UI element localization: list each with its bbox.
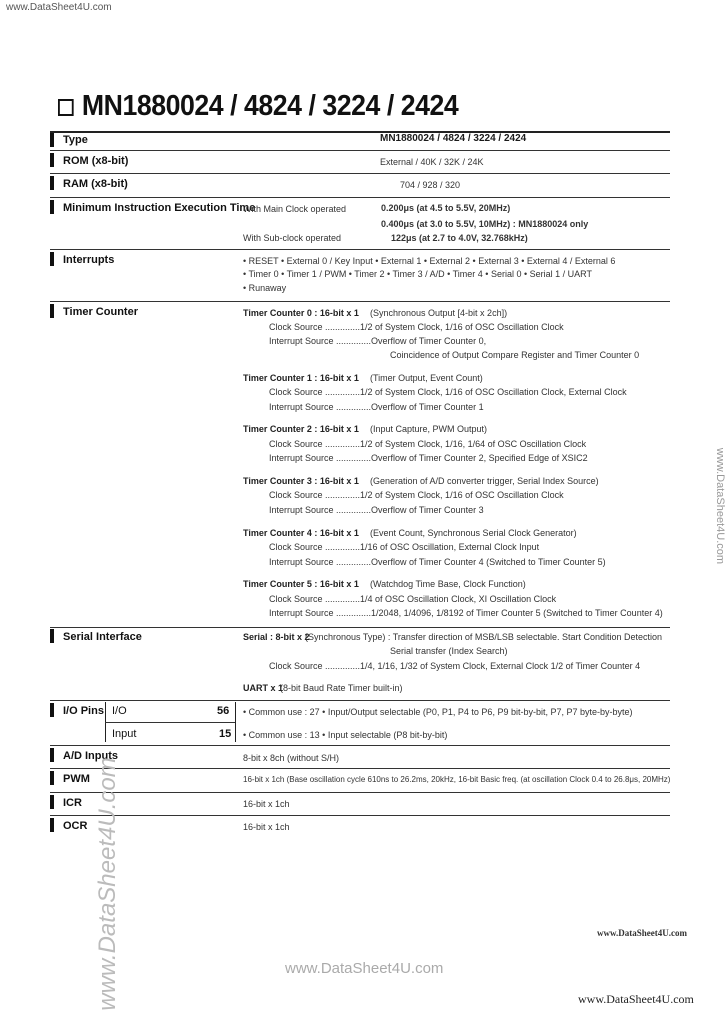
row-rule xyxy=(50,792,670,793)
io-desc: • Common use : 27 • Input/Output selectable (P0, P1, P4 to P6, P9 bit-by-bit, P7, P7 byte-by-byte) xyxy=(243,707,633,717)
rom-label: ROM (x8-bit) xyxy=(63,155,129,167)
tc0-desc: (Synchronous Output [4-bit x 2ch]) xyxy=(370,308,508,318)
page-title xyxy=(58,90,458,123)
tc2-clock-source: Clock Source ..............1/2 of System Clock, 1/16, 1/64 of OSC Oscillation Clock xyxy=(269,439,587,449)
input-count: 15 xyxy=(219,728,232,740)
watermark-top[interactable]: www.DataSheet4U.com xyxy=(6,2,112,13)
tc3-interrupt-source: Interrupt Source ..............Overflow of Timer Counter 3 xyxy=(269,505,484,515)
row-rule xyxy=(50,301,670,302)
serial-line-2: Serial transfer (Index Search) xyxy=(390,646,508,656)
io-label: I/O Pins xyxy=(63,705,104,717)
tc5-title: Timer Counter 5 : 16-bit x 1 xyxy=(243,579,359,589)
io-inner-rule xyxy=(105,722,235,723)
side-watermark: www.DataSheet4U.com xyxy=(94,757,121,1011)
ocr-label: OCR xyxy=(63,820,88,832)
tc4-clock-source: Clock Source ..............1/16 of OSC Oscillation, External Clock Input xyxy=(269,542,540,552)
tc1-clock-source: Clock Source ..............1/2 of System Clock, 1/16 of OSC Oscillation Clock, External Clock xyxy=(269,387,627,397)
tc5-clock-source: Clock Source ..............1/4 of OSC Oscillation Clock, XI Oscillation Clock xyxy=(269,594,557,604)
tc5-desc: (Watchdog Time Base, Clock Function) xyxy=(370,579,526,589)
interrupts-label: Interrupts xyxy=(63,254,115,266)
tc4-title: Timer Counter 4 : 16-bit x 1 xyxy=(243,528,359,538)
io-count-divider xyxy=(235,702,236,742)
ocr-value: 16-bit x 1ch xyxy=(243,822,290,832)
tc3-desc: (Generation of A/D converter trigger, Serial Index Source) xyxy=(370,476,599,486)
header-rule xyxy=(50,131,670,133)
row-rule xyxy=(50,815,670,816)
mit-sub-clock: With Sub-clock operated xyxy=(243,233,342,243)
bottom-watermark: www.DataSheet4U.com xyxy=(285,960,444,977)
pwm-value: 16-bit x 1ch (Base oscillation cycle 610ns to 26.2ms, 20kHz, 16-bit Basic freq. (at oscillation Clock 0.4 to 26.8μs, 20MHz) xyxy=(243,775,671,784)
interrupts-line-2: • Timer 0 • Timer 1 / PWM • Timer 2 • Timer 3 / A/D • Timer 4 • Serial 0 • Serial 1 / UART xyxy=(243,269,592,279)
row-marker xyxy=(50,252,54,266)
type-label: Type xyxy=(63,134,88,146)
row-marker xyxy=(50,771,54,785)
mit-value-3: 122μs (at 2.7 to 4.0V, 32.768kHz) xyxy=(391,233,528,243)
uart-title: UART x 1 xyxy=(243,683,284,693)
row-marker xyxy=(50,703,54,717)
row-marker xyxy=(50,133,54,147)
tc2-title: Timer Counter 2 : 16-bit x 1 xyxy=(243,424,359,434)
tc4-interrupt-source: Interrupt Source ..............Overflow of Timer Counter 4 (Switched to Timer Counter 5) xyxy=(269,557,606,567)
tc0-title: Timer Counter 0 : 16-bit x 1 xyxy=(243,308,359,318)
icr-value: 16-bit x 1ch xyxy=(243,799,290,809)
serial-label: Serial Interface xyxy=(63,631,142,643)
tc3-clock-source: Clock Source ..............1/2 of System Clock, 1/16 of OSC Oscillation Clock xyxy=(269,490,564,500)
row-rule xyxy=(50,197,670,198)
input-desc: • Common use : 13 • Input selectable (P8 bit-by-bit) xyxy=(243,730,448,740)
ad-label: A/D Inputs xyxy=(63,750,118,762)
row-marker xyxy=(50,795,54,809)
row-rule xyxy=(50,150,670,151)
serial-clock-source: Clock Source ..............1/4, 1/16, 1/32 of System Clock, External Clock 1/2 of Timer Counter 4 xyxy=(269,661,641,671)
icr-label: ICR xyxy=(63,797,82,809)
ram-value: 704 / 928 / 320 xyxy=(400,180,461,190)
row-rule xyxy=(50,745,670,746)
row-rule xyxy=(50,768,670,769)
interrupts-line-1: • RESET • External 0 / Key Input • External 1 • External 2 • External 3 • External 4 / External 6 xyxy=(243,256,616,266)
pwm-label: PWM xyxy=(63,773,90,785)
mit-value-1: 0.200μs (at 4.5 to 5.5V, 20MHz) xyxy=(381,203,511,213)
footer-url-small[interactable]: www.DataSheet4U.com xyxy=(597,928,687,938)
tc3-title: Timer Counter 3 : 16-bit x 1 xyxy=(243,476,359,486)
tc5-interrupt-source: Interrupt Source ..............1/2048, 1/4096, 1/8192 of Timer Counter 5 (Switched to Timer Counter 4) xyxy=(269,608,663,618)
mit-value-2: 0.400μs (at 3.0 to 5.5V, 10MHz) : MN1880024 only xyxy=(381,219,589,229)
row-marker xyxy=(50,629,54,643)
tc1-title: Timer Counter 1 : 16-bit x 1 xyxy=(243,373,359,383)
rom-value: External / 40K / 32K / 24K xyxy=(380,157,484,167)
row-marker xyxy=(50,153,54,167)
row-marker xyxy=(50,748,54,762)
timer-label: Timer Counter xyxy=(63,306,138,318)
tc2-desc: (Input Capture, PWM Output) xyxy=(370,424,488,434)
mit-label: Minimum Instruction Execution Time xyxy=(63,202,256,214)
io-count: 56 xyxy=(217,705,230,717)
mit-main-clock: With Main Clock operated xyxy=(243,204,347,214)
row-marker xyxy=(50,176,54,190)
row-rule xyxy=(50,700,670,701)
checkbox-square-icon xyxy=(58,99,74,116)
row-marker xyxy=(50,818,54,832)
tc2-interrupt-source: Interrupt Source ..............Overflow of Timer Counter 2, Specified Edge of XSIC2 xyxy=(269,453,588,463)
tc4-desc: (Event Count, Synchronous Serial Clock Generator) xyxy=(370,528,577,538)
row-marker xyxy=(50,304,54,318)
interrupts-line-3: • Runaway xyxy=(243,283,287,293)
ram-label: RAM (x8-bit) xyxy=(63,178,128,190)
serial-title: Serial : 8-bit x 2 xyxy=(243,632,310,642)
right-watermark: www.DataSheet4U.com xyxy=(714,447,726,565)
tc0-clock-source: Clock Source ..............1/2 of System Clock, 1/16 of OSC Oscillation Clock xyxy=(269,322,564,332)
io-sub-label: I/O xyxy=(112,705,127,717)
uart-desc: (8-bit Baud Rate Timer built-in) xyxy=(280,683,403,693)
footer-url[interactable]: www.DataSheet4U.com xyxy=(578,992,694,1006)
row-marker xyxy=(50,200,54,214)
tc0-interrupt-source: Interrupt Source ..............Overflow of Timer Counter 0, xyxy=(269,336,487,346)
type-value: MN1880024 / 4824 / 3224 / 2424 xyxy=(380,133,527,144)
row-rule xyxy=(50,249,670,250)
row-rule xyxy=(50,627,670,628)
tc0-interrupt-source-2: Coincidence of Output Compare Register and Timer Counter 0 xyxy=(390,350,640,360)
serial-desc: (Synchronous Type) : Transfer direction of MSB/LSB selectable. Start Condition Detection xyxy=(305,632,663,642)
tc1-interrupt-source: Interrupt Source ..............Overflow of Timer Counter 1 xyxy=(269,402,484,412)
tc1-desc: (Timer Output, Event Count) xyxy=(370,373,483,383)
page-title-text: MN1880024 / 4824 / 3224 / 2424 xyxy=(81,90,459,122)
row-rule xyxy=(50,173,670,174)
input-sub-label: Input xyxy=(112,728,137,740)
ad-value: 8-bit x 8ch (without S/H) xyxy=(243,753,340,763)
